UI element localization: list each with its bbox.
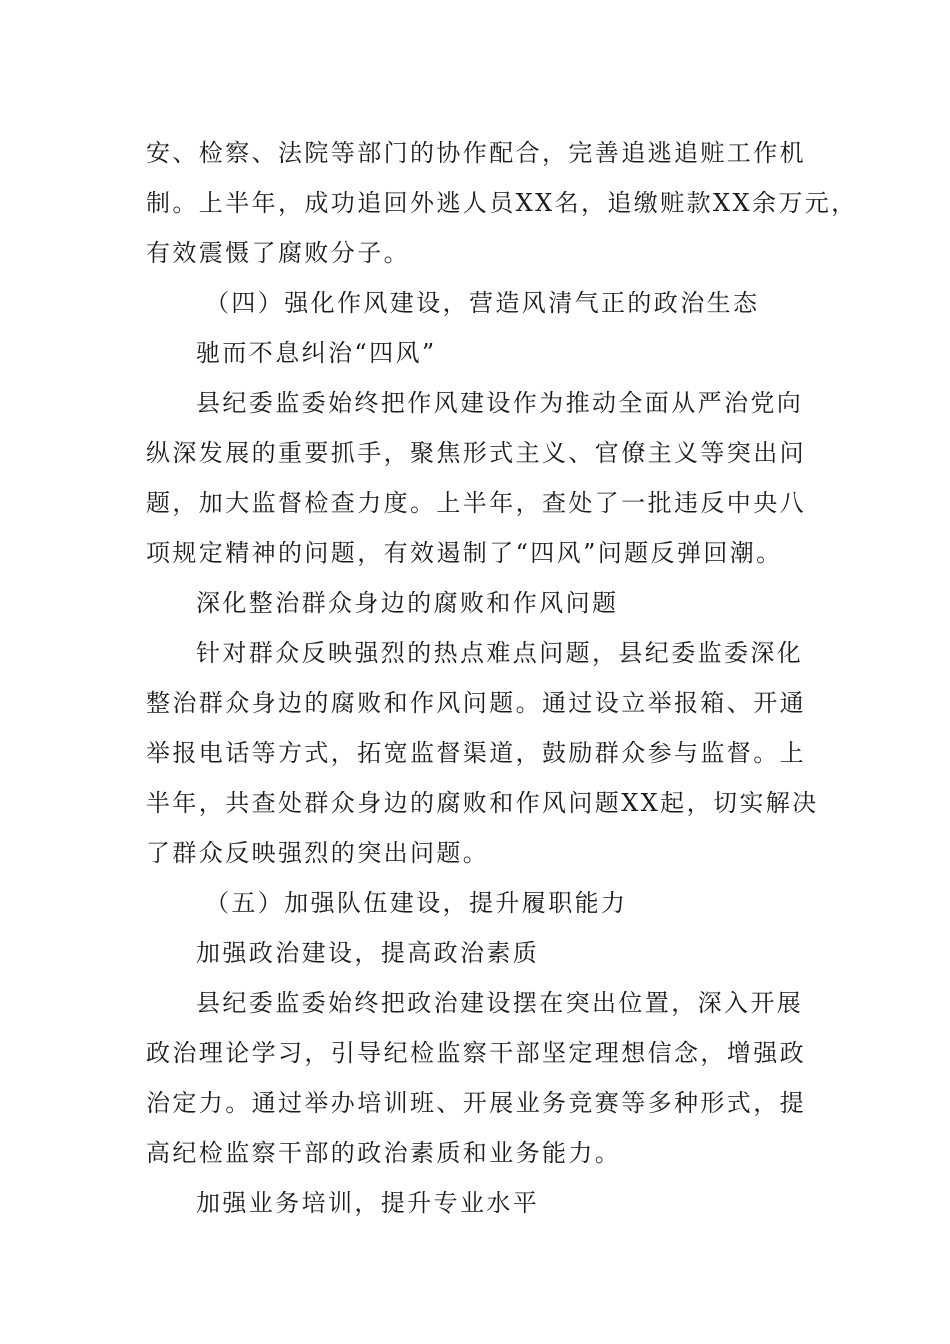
text-line: 高纪检监察干部的政治素质和业务能力。 — [146, 1139, 622, 1167]
section-heading: （四）强化作风建设，营造风清气正的政治生态 — [205, 289, 760, 317]
text-line: 了群众反映强烈的突出问题。 — [146, 839, 490, 867]
subsection-heading: 加强政治建设，提高政治素质 — [196, 939, 540, 967]
text-line: 治定力。通过举办培训班、开展业务竞赛等多种形式，提 — [146, 1089, 806, 1117]
text-line: 举报电话等方式，拓宽监督渠道，鼓励群众参与监督。上 — [146, 739, 806, 767]
text-line: 项规定精神的问题，有效遏制了“四风”问题反弹回潮。 — [146, 539, 783, 567]
subsection-heading: 加强业务培训，提升专业水平 — [196, 1189, 540, 1217]
section-heading: （五）加强队伍建设，提升履职能力 — [205, 889, 628, 917]
text-line: 针对群众反映强烈的热点难点问题，县纪委监委深化 — [196, 639, 804, 667]
text-line: 半年，共查处群众身边的腐败和作风问题XX起，切实解决 — [146, 789, 819, 817]
text-line: 纵深发展的重要抓手，聚焦形式主义、官僚主义等突出问 — [146, 439, 806, 467]
text-line: 有效震慑了腐败分子。 — [146, 239, 410, 267]
text-line: 政治理论学习，引导纪检监察干部坚定理想信念，增强政 — [146, 1039, 806, 1067]
text-line: 题，加大监督检查力度。上半年，查处了一批违反中央八 — [146, 489, 806, 517]
subsection-heading: 深化整治群众身边的腐败和作风问题 — [196, 589, 619, 617]
text-line: 制。上半年，成功追回外逃人员XX名，追缴赃款XX余万元， — [146, 189, 858, 217]
text-line: 整治群众身边的腐败和作风问题。通过设立举报箱、开通 — [146, 689, 806, 717]
subsection-heading: 驰而不息纠治“四风” — [196, 339, 437, 367]
text-line: 安、检察、法院等部门的协作配合，完善追逃追赃工作机 — [146, 139, 806, 167]
text-line: 县纪委监委始终把政治建设摆在突出位置，深入开展 — [196, 989, 804, 1017]
text-line: 县纪委监委始终把作风建设作为推动全面从严治党向 — [196, 389, 804, 417]
